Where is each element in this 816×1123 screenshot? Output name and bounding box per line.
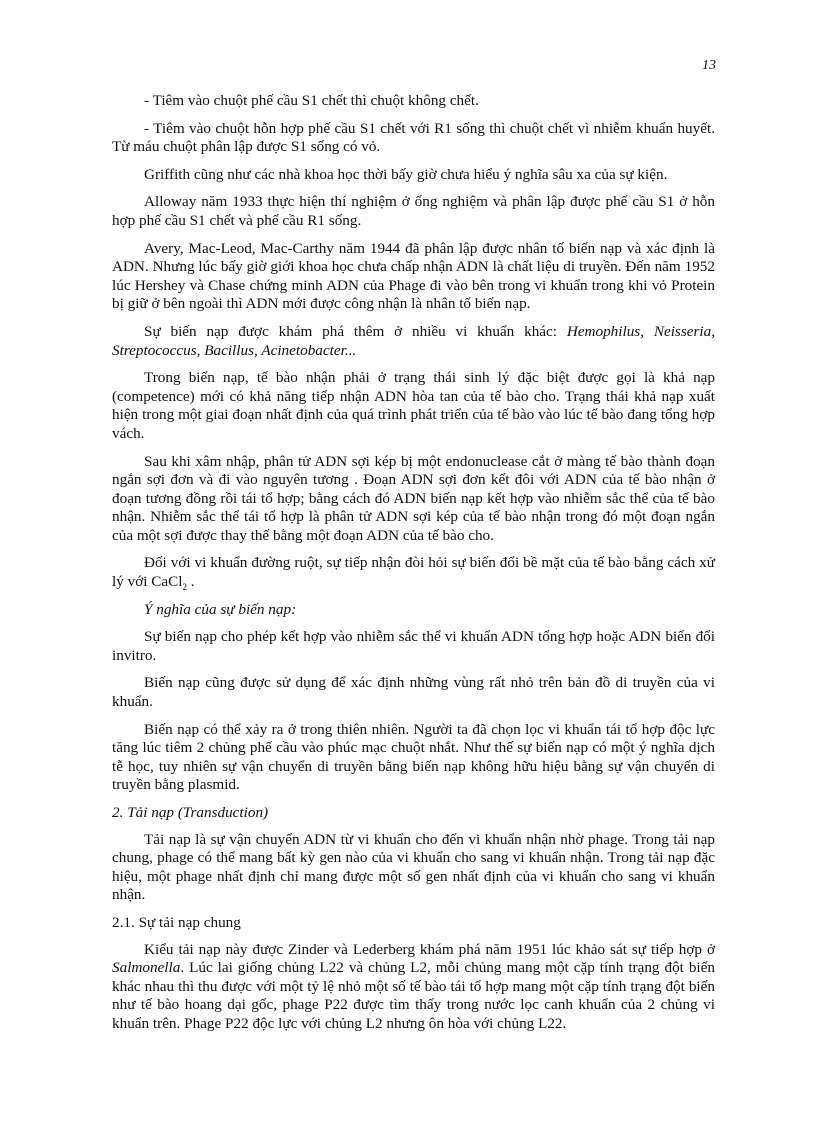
paragraph-s1-r1-mixture: - Tiêm vào chuột hỗn hợp phế cầu S1 chết với R1 sống thì chuột chết vì nhiễm khuẩn huyết. Từ máu chuột phân lập được S1 sống có vỏ.: [112, 119, 715, 156]
paragraph-avery: Avery, Mac-Leod, Mac-Carthy năm 1944 đã phân lập được nhân tố biến nạp và xác định là ADN. Nhưng lúc bấy giờ giới khoa học chưa chấp nhận ADN là chất liệu di truyền. Đến năm 1952 lúc Hershey và Chase chứng minh ADN của Phage đi vào bên trong vi khuẩn trong khi vỏ Protein bị giữ ở bên ngoài thì ADN mới được công nhận là nhân tố biến nạp.: [112, 239, 715, 313]
heading-significance: Ý nghĩa của sự biến nạp:: [144, 600, 297, 618]
paragraph-s1-dead: - Tiêm vào chuột phế cầu S1 chết thì chuột không chết.: [144, 92, 479, 109]
page-content: [112, 92, 715, 1043]
paragraph-significance-1: Sự biến nạp cho phép kết hợp vào nhiễm sắc thể vi khuẩn ADN tổng hợp hoặc ADN biến đổi invitro.: [112, 628, 715, 664]
species-list: Hemophilus, Neisseria, Streptococcus, Bacillus, Acinetobacter...: [112, 322, 716, 359]
paragraph-competence: Trong biến nạp, tế bào nhận phải ở trạng thái sinh lý đặc biệt được gọi là khả nạp (competence) mới có khả năng tiếp nhận ADN hòa tan của tế bào cho. Trạng thái khả nạp xuất hiện trong một giai đoạn nhất định của quá trình phát triển của tế bào vào lúc tế bào đang tổng hợp vách.: [112, 369, 715, 442]
paragraph-significance-2: Biến nạp cũng được sử dụng để xác định những vùng rất nhỏ trên bản đồ di truyền của vi khuẩn.: [112, 674, 715, 711]
paragraph-cacl2: [112, 554, 715, 591]
cacl2-suffix: .: [186, 573, 195, 591]
heading-transduction: 2. Tải nạp (Transduction): [112, 804, 269, 821]
heading-general-transduction: 2.1. Sự tải nạp chung: [112, 913, 241, 931]
cacl2-subscript: 2: [182, 582, 187, 593]
paragraph-significance-3: Biến nạp có thể xảy ra ở trong thiên nhiên. Người ta đã chọn lọc vi khuẩn tái tổ hợp độc lực tăng lúc tiêm 2 chủng phế cầu vào phúc mạc chuột nhắt. Như thế sự biến nạp có một ý nghĩa dịch tễ học, tuy nhiên sự vận chuyển di truyền bằng biến nạp không hữu hiệu bằng sự vận chuyển di truyền bằng plasmid.: [112, 720, 715, 794]
paragraph-mechanism: Sau khi xâm nhập, phân tử ADN sợi kép bị một endonuclease cắt ở màng tế bào thành đoạn ngắn sợi đơn và đi vào nguyên tương . Đoạn ADN sợi đơn kết đôi với ADN của tế bào nhận ở đoạn tương đồng rồi tái tổ hợp; bằng cách đó ADN biến nạp kết hợp vào nhiễm sắc thể của tế bào nhận. Nhiễm sắc thể tái tổ hợp là phân tử ADN sợi kép của tế bào nhận trong đó một đoạn ngắn của một sợi được thay thế bằng một đoạn ADN của tế bào cho.: [112, 452, 715, 544]
salmonella-term: Salmonella: [112, 959, 181, 977]
zinder-text-start: Kiểu tải nạp này được Zinder và Lederberg khám phá năm 1951 lúc khảo sát sự tiếp hợp ở: [144, 940, 715, 958]
paragraph-other-bacteria: [112, 323, 715, 360]
cacl2-text: Đối với vi khuẩn đường ruột, sự tiếp nhận đòi hỏi sự biến đổi bề mặt của tế bào bằng cách xử lý với CaCl: [112, 554, 715, 591]
paragraph-transduction: Tải nạp là sự vận chuyển ADN từ vi khuẩn cho đến vi khuẩn nhận nhờ phage. Trong tải nạp chung, phage có thể mang bất kỳ gen nào của vi khuẩn cho sang vi khuẩn nhận. Trong tải nạp đặc hiệu, một phage nhất định chỉ mang được một số gen nhất định của vi khuẩn cho sang vi khuẩn nhận.: [112, 830, 715, 904]
zinder-text-end: . Lúc lai giống chủng L22 và chủng L2, mỗi chủng mang một cặp tính trạng đột biến khác nhau thì thu được với một tỷ lệ nhỏ một số tế bào tái tổ hợp mang một cặp tính trạng đột biến như tế bào hoang dại gốc, phage P22 được tìm thấy trong nước lọc canh khuẩn của 2 chủng vi khuẩn trên. Phage P22 độc lực với chủng L2 nhưng ôn hòa với chủng L22.: [112, 959, 715, 1032]
paragraph-zinder-lederberg: [112, 941, 715, 1034]
paragraph-griffith: Griffith cũng như các nhà khoa học thời bấy giờ chưa hiểu ý nghĩa sâu xa của sự kiện.: [144, 165, 668, 183]
other-bacteria-text: Sự biến nạp được khám phá thêm ở nhiều vi khuẩn khác:: [144, 322, 567, 340]
paragraph-alloway: Alloway năm 1933 thực hiện thí nghiệm ở ống nghiệm và phân lập được phế cầu S1 ở hỗn hợp phế cầu S1 chết và phế cầu R1 sống.: [112, 193, 715, 229]
page-number: 13: [702, 58, 716, 73]
